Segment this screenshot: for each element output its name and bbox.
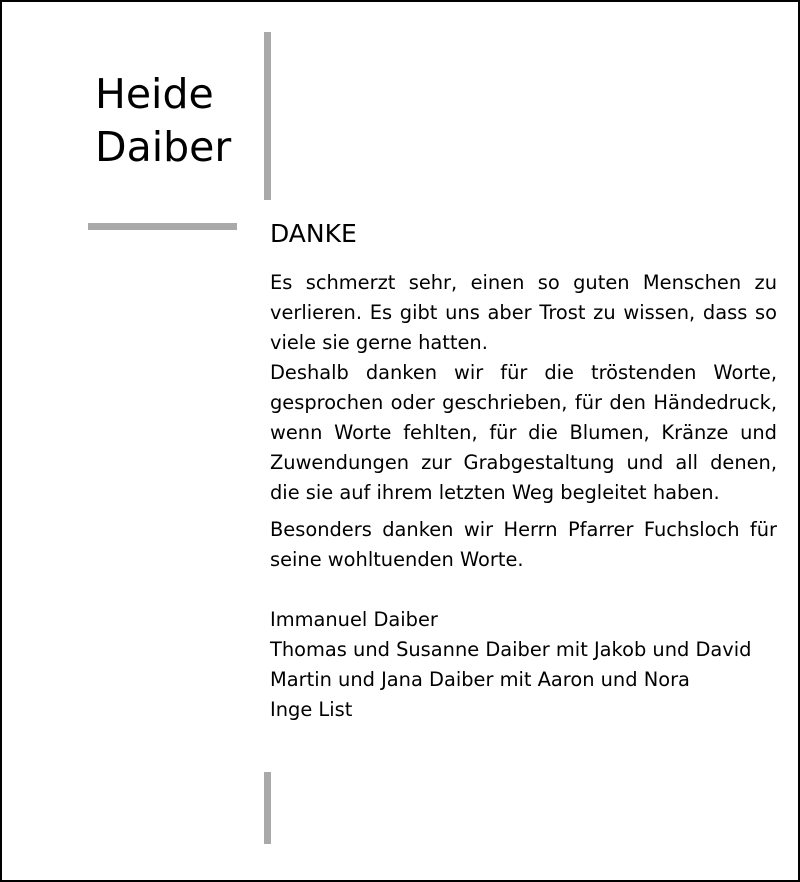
paragraph-2: Deshalb danken wir für die tröstenden Worte, gesprochen oder geschrieben, für den Händedruck, wenn Worte fehlten, für die Blumen, Kränze und Zuwendungen zur Grabgestaltung und all denen, die sie auf ihrem letzten Weg begleitet haben. xyxy=(270,361,777,504)
notice-heading: DANKE xyxy=(270,219,357,248)
notice-body xyxy=(270,218,777,725)
paragraph-3: Besonders danken wir Herrn Pfarrer Fuchsloch für seine wohltuenden Worte. xyxy=(270,518,777,571)
signer: Immanuel Daiber xyxy=(270,608,438,631)
signer: Martin und Jana Daiber mit Aaron und Nora xyxy=(270,668,690,691)
first-name: Heide xyxy=(95,70,214,118)
signer: Thomas und Susanne Daiber mit Jakob und David xyxy=(270,638,752,661)
last-name: Daiber xyxy=(95,123,232,171)
paragraph-1: Es schmerzt sehr, einen so guten Menschen zu verlieren. Es gibt uns aber Trost zu wissen, dass so viele sie gerne hatten. xyxy=(270,271,777,354)
signers-list xyxy=(270,605,777,725)
vertical-divider-bottom xyxy=(264,772,271,844)
deceased-name xyxy=(95,68,231,174)
signer: Inge List xyxy=(270,698,353,721)
horizontal-divider xyxy=(88,223,237,230)
vertical-divider-top xyxy=(264,32,271,200)
